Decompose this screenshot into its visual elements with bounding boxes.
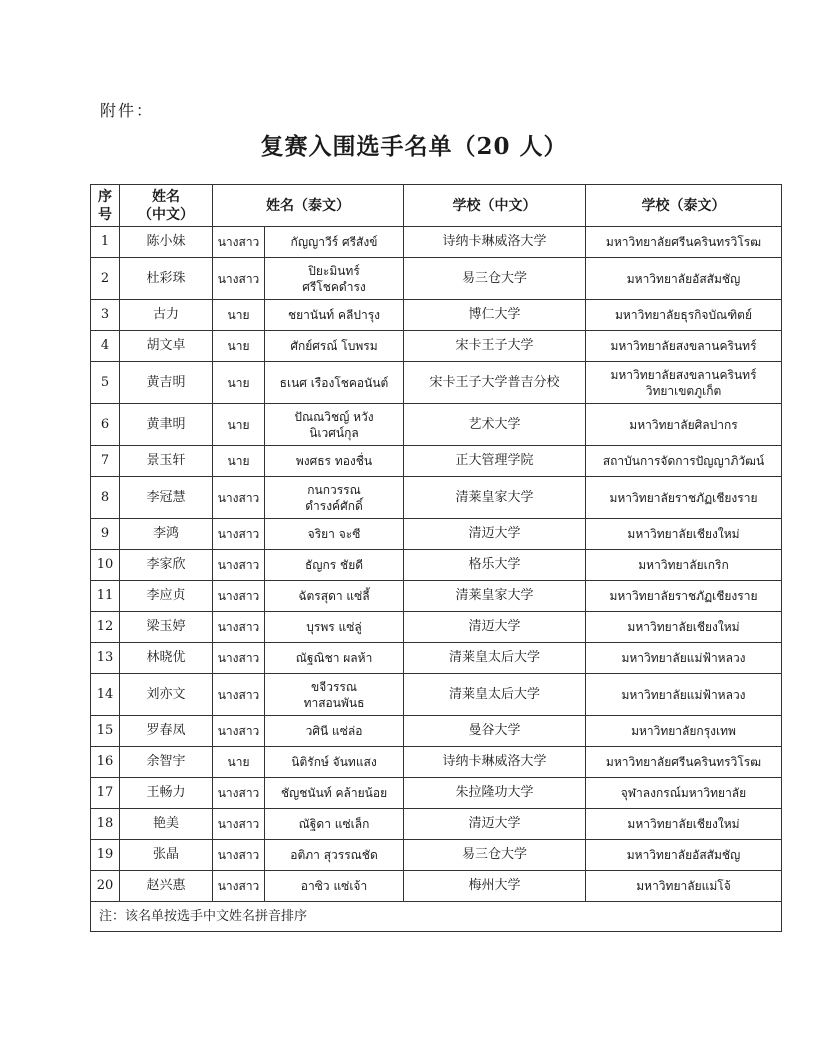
cell-school-cn-text: 易三仓大学 [461, 270, 527, 286]
cell-title-text: นาย [227, 375, 250, 390]
cell-no-text: 14 [96, 686, 114, 702]
cell-title-text: นางสาว [217, 687, 260, 702]
cell-school-th-text: มหาวิทยาลัยแม่ฟ้าหลวง [621, 651, 746, 665]
header-name-th: 姓名（泰文） [213, 185, 404, 227]
cell-title-text: นางสาว [217, 271, 260, 286]
cell-school-cn-text: 梅州大学 [468, 878, 521, 893]
cell-no-text: 13 [96, 650, 114, 665]
cell-name-cn-text: 罗春凤 [146, 723, 186, 738]
table-row [91, 809, 782, 840]
cell-school-cn-text: 诗纳卡琳威洛大学 [442, 754, 547, 769]
cell-no [91, 778, 120, 809]
table-row [91, 446, 782, 477]
cell-title-text: นางสาว [217, 558, 260, 572]
cell-name-th [265, 477, 404, 519]
cell-name-th [265, 362, 404, 404]
cell-name-th [265, 550, 404, 581]
cell-title-text: นาย [227, 454, 250, 468]
cell-name-th [265, 519, 404, 550]
cell-name-cn [120, 519, 213, 550]
cell-name-cn [120, 581, 213, 612]
cell-school-th-text: สถาบันการจัดการปัญญาภิวัฒน์ [602, 454, 765, 468]
cell-school-cn-text: 宋卡王子大学普吉分校 [429, 374, 560, 390]
cell-school-cn-text: 易三仓大学 [461, 847, 527, 862]
cell-title-text: นางสาว [217, 724, 260, 738]
cell-school-cn [404, 716, 586, 747]
cell-name-cn-text: 艳美 [152, 816, 179, 831]
cell-name-th-text: ศักย์ศรณ์ โบพรม [290, 339, 378, 353]
cell-school-cn-text: 清迈大学 [468, 816, 521, 831]
cell-school-th-text: มหาวิทยาลัยแม่โจ้ [636, 879, 731, 893]
cell-school-cn [404, 446, 586, 477]
table-row [91, 840, 782, 871]
cell-school-th-text: มหาวิทยาลัยแม่ฟ้าหลวง [621, 687, 746, 702]
cell-title-text: นางสาว [217, 235, 260, 249]
cell-school-cn [404, 404, 586, 446]
cell-no [91, 809, 120, 840]
cell-name-cn [120, 778, 213, 809]
cell-name-th-text: ธัญกร ชัยดี [304, 558, 364, 572]
cell-no-text: 5 [100, 374, 110, 390]
table-row [91, 612, 782, 643]
cell-title-text: นาย [227, 417, 250, 432]
cell-name-cn-text: 古力 [152, 307, 179, 322]
cell-name-cn [120, 227, 213, 258]
cell-no-text: 12 [96, 619, 114, 634]
cell-title [213, 581, 265, 612]
cell-school-cn [404, 674, 586, 716]
cell-no-text: 20 [96, 878, 114, 893]
cell-school-th [586, 612, 782, 643]
cell-school-th-text: มหาวิทยาลัยสงขลานครินทร์ [610, 367, 757, 382]
cell-school-th [586, 362, 782, 404]
cell-school-cn [404, 477, 586, 519]
cell-school-th [586, 258, 782, 300]
cell-no [91, 331, 120, 362]
cell-title-text: นางสาว [217, 620, 260, 634]
cell-name-th-text: ณัฐณิชา ผลห้า [295, 651, 373, 665]
cell-title [213, 840, 265, 871]
cell-no [91, 550, 120, 581]
cell-no [91, 300, 120, 331]
cell-name-cn [120, 643, 213, 674]
cell-school-cn-text: 曼谷大学 [468, 723, 521, 738]
cell-name-th-text: ปัณณวิชญ์ หวัง [294, 409, 374, 424]
cell-title [213, 674, 265, 716]
cell-school-th-text: จุฬาลงกรณ์มหาวิทยาลัย [620, 786, 747, 800]
cell-name-cn [120, 404, 213, 446]
cell-name-th-text: ทาสอนพันธ [303, 695, 365, 710]
table-row [91, 477, 782, 519]
cell-name-th [265, 331, 404, 362]
cell-name-th [265, 612, 404, 643]
cell-no [91, 581, 120, 612]
cell-school-cn [404, 581, 586, 612]
cell-name-th [265, 404, 404, 446]
table-row [91, 404, 782, 446]
cell-school-th-text: มหาวิทยาลัยเชียงใหม่ [627, 527, 740, 541]
cell-title [213, 331, 265, 362]
cell-no-text: 2 [100, 270, 110, 286]
cell-name-th-text: บุรพร แซ่ลู่ [306, 620, 362, 634]
cell-school-cn-text: 清莱皇太后大学 [448, 686, 540, 702]
cell-name-th-text: ดำรงค์ศักดิ์ [305, 498, 363, 513]
cell-school-th-text: มหาวิทยาลัยราชภัฏเชียงราย [609, 490, 758, 505]
cell-school-cn-text: 正大管理学院 [455, 453, 534, 468]
table-header-row [91, 185, 782, 227]
cell-name-th-text: กนกวรรณ [307, 482, 361, 497]
cell-no [91, 612, 120, 643]
cell-school-th [586, 300, 782, 331]
cell-school-cn-text: 清迈大学 [468, 526, 521, 541]
cell-title [213, 550, 265, 581]
cell-no [91, 477, 120, 519]
table-row [91, 581, 782, 612]
cell-school-th-text: วิทยาเขตภูเก็ต [645, 383, 722, 398]
table-row [91, 778, 782, 809]
cell-title [213, 716, 265, 747]
cell-name-cn-text: 赵兴惠 [146, 878, 186, 893]
cell-school-cn-text: 艺术大学 [468, 416, 521, 432]
cell-school-th [586, 404, 782, 446]
cell-title [213, 362, 265, 404]
cell-school-th [586, 778, 782, 809]
cell-name-cn-text: 景玉轩 [146, 453, 186, 468]
cell-school-cn-text: 宋卡王子大学 [455, 338, 534, 353]
cell-name-th-text: จริยา จะซี [307, 527, 361, 541]
cell-school-cn [404, 550, 586, 581]
cell-no [91, 446, 120, 477]
cell-school-cn [404, 362, 586, 404]
cell-school-th [586, 871, 782, 902]
cell-name-cn-text: 张晶 [152, 847, 179, 862]
cell-school-cn [404, 300, 586, 331]
cell-name-th-text: ณัฐิดา แซ่เล็ก [298, 817, 370, 831]
cell-school-cn [404, 258, 586, 300]
cell-school-cn-text: 朱拉隆功大学 [455, 785, 534, 800]
cell-school-th-text: มหาวิทยาลัยอัสสัมชัญ [626, 271, 741, 286]
cell-name-th-text: อาซิว แซ่เจ้า [300, 879, 368, 893]
cell-name-th [265, 716, 404, 747]
cell-name-cn-text: 李鸿 [152, 526, 179, 541]
cell-no [91, 362, 120, 404]
cell-name-cn [120, 612, 213, 643]
cell-name-th-text: กัญญาวีร์ ศรีสังข์ [290, 235, 378, 249]
cell-title-text: นาย [227, 339, 250, 353]
cell-school-th [586, 840, 782, 871]
cell-school-cn-text: 博仁大学 [468, 307, 521, 322]
cell-school-th [586, 809, 782, 840]
cell-school-th-text: มหาวิทยาลัยศรีนครินทรวิโรฒ [605, 235, 762, 249]
header-name-cn: 姓名 （中文） [120, 185, 213, 227]
cell-school-th-text: มหาวิทยาลัยศรีนครินทรวิโรฒ [605, 755, 762, 769]
cell-name-cn-text: 林晓优 [146, 650, 186, 665]
cell-name-cn [120, 331, 213, 362]
cell-school-th [586, 227, 782, 258]
cell-no-text: 6 [100, 416, 110, 432]
cell-name-cn [120, 871, 213, 902]
cell-school-cn-text: 格乐大学 [468, 557, 521, 572]
cell-name-cn [120, 716, 213, 747]
cell-school-th [586, 519, 782, 550]
cell-no-text: 11 [96, 588, 114, 603]
cell-name-th-text: ชัญชนันท์ คล้ายน้อย [280, 786, 388, 800]
cell-name-cn-text: 梁玉婷 [146, 619, 186, 634]
cell-no-text: 10 [96, 557, 114, 572]
cell-name-th [265, 840, 404, 871]
cell-no-text: 15 [96, 723, 114, 738]
cell-title [213, 258, 265, 300]
cell-school-th [586, 716, 782, 747]
cell-no-text: 19 [96, 847, 114, 862]
cell-school-th [586, 550, 782, 581]
cell-no-text: 4 [100, 338, 110, 353]
cell-name-th [265, 446, 404, 477]
cell-no-text: 9 [100, 526, 110, 541]
cell-school-cn [404, 840, 586, 871]
cell-title [213, 227, 265, 258]
cell-name-cn-text: 余智宇 [146, 754, 186, 769]
header-seq: 序 号 [91, 185, 120, 227]
document-title: 复赛入围选手名单（20 人） [260, 133, 568, 160]
cell-name-cn-text: 杜彩珠 [146, 270, 186, 286]
table-row [91, 519, 782, 550]
cell-title-text: นางสาว [217, 589, 260, 603]
cell-no-text: 18 [96, 816, 114, 831]
cell-title [213, 477, 265, 519]
cell-no [91, 840, 120, 871]
cell-title-text: นางสาว [217, 817, 260, 831]
cell-name-cn [120, 674, 213, 716]
cell-school-th [586, 477, 782, 519]
cell-no [91, 674, 120, 716]
finalists-table [90, 184, 782, 932]
cell-school-cn [404, 809, 586, 840]
table-row [91, 747, 782, 778]
table-row [91, 300, 782, 331]
cell-no-text: 7 [100, 453, 110, 468]
cell-no [91, 871, 120, 902]
cell-school-th-text: มหาวิทยาลัยเชียงใหม่ [627, 817, 740, 831]
table-row [91, 362, 782, 404]
cell-no-text: 17 [96, 785, 114, 800]
cell-title-text: นางสาว [217, 651, 260, 665]
cell-name-th [265, 581, 404, 612]
attachment-label: 附件： [100, 101, 155, 120]
cell-name-th [265, 643, 404, 674]
cell-no-text: 16 [96, 754, 114, 769]
cell-no [91, 519, 120, 550]
cell-name-cn-text: 李家欣 [146, 557, 186, 572]
table-row [91, 643, 782, 674]
table-row [91, 550, 782, 581]
cell-name-cn [120, 477, 213, 519]
cell-name-th [265, 747, 404, 778]
cell-school-th-text: มหาวิทยาลัยเกริก [638, 558, 729, 572]
cell-name-th-text: นิเวศน์กุล [309, 425, 359, 440]
table-row [91, 674, 782, 716]
cell-school-cn [404, 871, 586, 902]
cell-no [91, 227, 120, 258]
cell-school-cn [404, 747, 586, 778]
cell-name-cn-text: 李冠慧 [146, 489, 186, 505]
cell-title [213, 446, 265, 477]
cell-school-th [586, 581, 782, 612]
cell-school-th-text: มหาวิทยาลัยกรุงเทพ [631, 724, 736, 738]
header-school-cn: 学校（中文） [404, 185, 586, 227]
header-school-th: 学校（泰文） [586, 185, 782, 227]
table-row [91, 227, 782, 258]
cell-title [213, 519, 265, 550]
cell-name-cn [120, 747, 213, 778]
cell-school-th-text: มหาวิทยาลัยราชภัฏเชียงราย [609, 589, 758, 603]
cell-title [213, 300, 265, 331]
cell-name-cn-text: 刘亦文 [146, 686, 186, 702]
cell-name-cn-text: 陈小妹 [146, 234, 186, 249]
cell-name-th-text: ศรีโชคดำรง [302, 279, 366, 294]
cell-name-th-text: ฉัตรสุดา แซ่ลี้ [298, 589, 370, 603]
cell-no [91, 747, 120, 778]
cell-name-th-text: ปิยะมินทร์ [308, 263, 360, 278]
cell-school-th [586, 446, 782, 477]
cell-name-cn [120, 550, 213, 581]
cell-no-text: 8 [100, 489, 110, 505]
cell-no [91, 716, 120, 747]
table-row [91, 871, 782, 902]
cell-name-cn [120, 258, 213, 300]
cell-school-cn [404, 331, 586, 362]
cell-school-th [586, 643, 782, 674]
cell-no [91, 404, 120, 446]
cell-name-th-text: ขจีวรรณ [311, 679, 357, 694]
cell-no [91, 643, 120, 674]
cell-no-text: 3 [100, 307, 110, 322]
note-row [91, 902, 782, 932]
cell-name-cn [120, 446, 213, 477]
cell-title [213, 643, 265, 674]
cell-name-th [265, 674, 404, 716]
cell-name-cn-text: 王畅力 [146, 785, 186, 800]
cell-no-text: 1 [100, 234, 110, 249]
cell-name-th [265, 871, 404, 902]
cell-school-th-text: มหาวิทยาลัยเชียงใหม่ [627, 620, 740, 634]
cell-school-th-text: มหาวิทยาลัยศิลปากร [629, 417, 738, 432]
cell-school-th-text: มหาวิทยาลัยสงขลานครินทร์ [610, 339, 757, 353]
cell-school-cn-text: 清莱皇家大学 [455, 489, 534, 505]
cell-title-text: นาย [227, 308, 250, 322]
cell-name-cn-text: 黄聿明 [146, 416, 186, 432]
table-row [91, 716, 782, 747]
cell-school-th [586, 674, 782, 716]
cell-title-text: นางสาว [217, 490, 260, 505]
cell-name-th-text: วศินี แซ่ล่อ [305, 724, 363, 738]
cell-name-cn [120, 840, 213, 871]
cell-title [213, 871, 265, 902]
cell-title [213, 778, 265, 809]
cell-name-th-text: นิติรักษ์ จันทแสง [291, 755, 377, 769]
cell-school-cn-text: 清莱皇太后大学 [448, 650, 540, 665]
cell-name-th-text: พงศธร ทองชื่น [295, 454, 373, 468]
cell-title-text: นางสาว [217, 527, 260, 541]
cell-name-th [265, 227, 404, 258]
cell-school-th-text: มหาวิทยาลัยอัสสัมชัญ [626, 848, 741, 862]
cell-school-cn [404, 227, 586, 258]
cell-name-th [265, 300, 404, 331]
cell-school-cn [404, 643, 586, 674]
cell-title-text: นางสาว [217, 848, 260, 862]
cell-school-cn-text: 清迈大学 [468, 619, 521, 634]
cell-name-th-text: ชยานันท์ คลีปารุง [287, 308, 381, 322]
cell-school-cn [404, 612, 586, 643]
cell-title [213, 747, 265, 778]
cell-name-cn-text: 胡文卓 [146, 338, 186, 353]
cell-name-cn [120, 809, 213, 840]
cell-school-cn-text: 清莱皇家大学 [455, 588, 534, 603]
cell-title [213, 404, 265, 446]
cell-school-th [586, 747, 782, 778]
table-note: 注：该名单按选手中文姓名拼音排序 [91, 902, 782, 932]
table-row [91, 258, 782, 300]
cell-title [213, 612, 265, 643]
cell-name-cn [120, 300, 213, 331]
cell-school-cn [404, 519, 586, 550]
cell-name-th-text: อติภา สุวรรณชัด [290, 848, 378, 862]
cell-title [213, 809, 265, 840]
cell-no [91, 258, 120, 300]
cell-school-cn [404, 778, 586, 809]
cell-title-text: นาย [227, 755, 250, 769]
cell-name-th-text: ธเนศ เรืองโชคอนันต์ [279, 375, 389, 390]
cell-name-cn-text: 李应贞 [146, 588, 186, 603]
cell-title-text: นางสาว [217, 879, 260, 893]
cell-name-th [265, 809, 404, 840]
cell-name-cn [120, 362, 213, 404]
cell-name-th [265, 258, 404, 300]
cell-school-th-text: มหาวิทยาลัยธุรกิจบัณฑิตย์ [615, 308, 752, 322]
cell-title-text: นางสาว [217, 786, 260, 800]
cell-school-th [586, 331, 782, 362]
cell-name-th [265, 778, 404, 809]
cell-name-cn-text: 黄吉明 [146, 374, 186, 390]
table-row [91, 331, 782, 362]
cell-school-cn-text: 诗纳卡琳威洛大学 [442, 234, 547, 249]
